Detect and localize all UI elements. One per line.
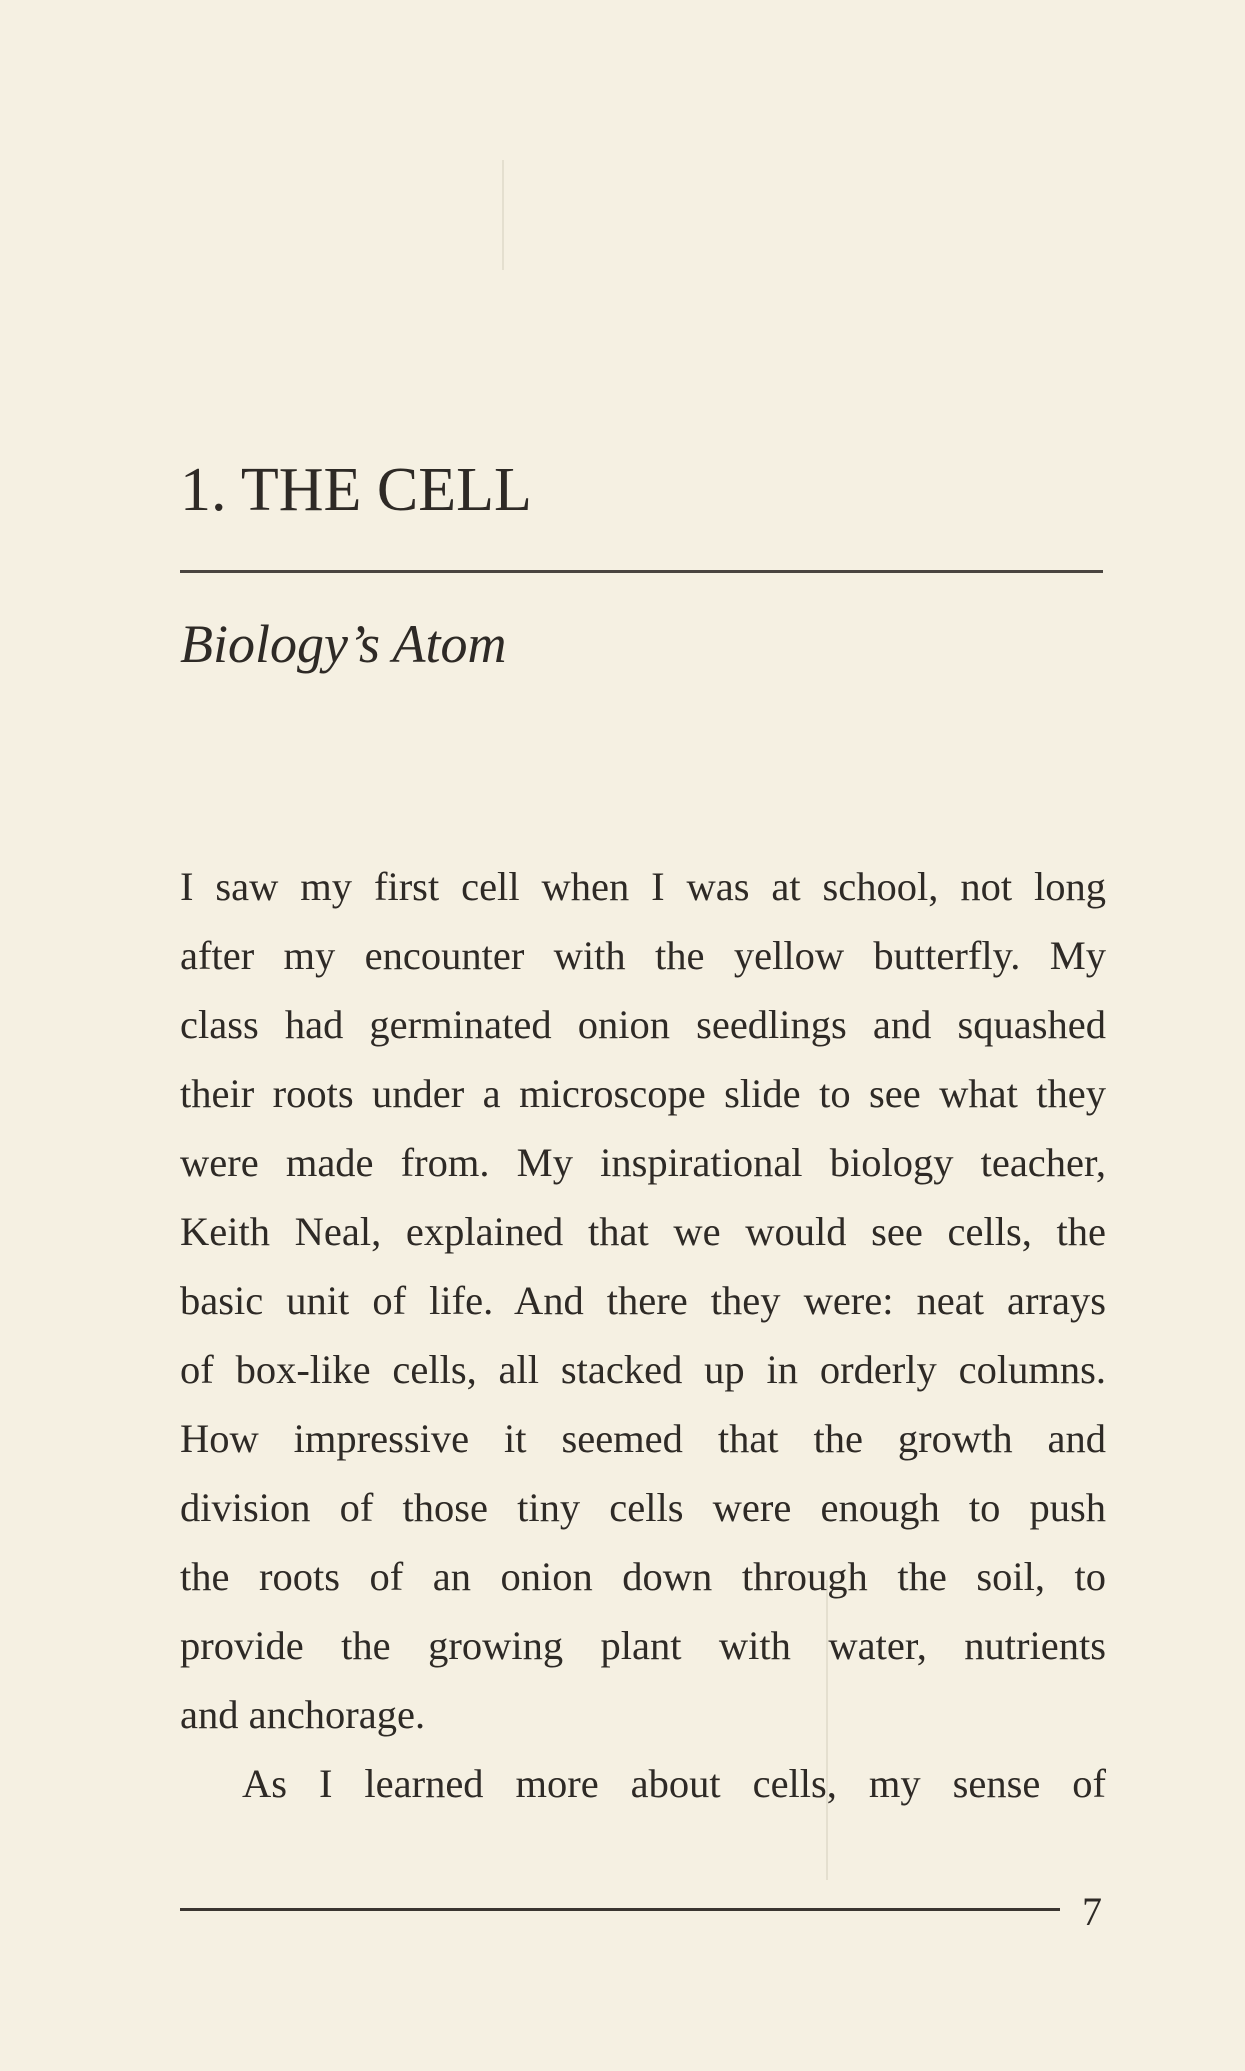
- page-number: 7: [1082, 1889, 1102, 1934]
- text-line: after my encounter with the yellow butterfly. My: [180, 933, 1106, 978]
- chapter-subtitle: Biology’s Atom: [180, 614, 507, 674]
- body-text: [180, 852, 1106, 1818]
- text-line: and anchorage.: [180, 1692, 426, 1737]
- chapter-title: 1. THE CELL: [180, 456, 532, 524]
- text-line: basic unit of life. And there they were: neat arrays: [180, 1278, 1106, 1323]
- text-line: How impressive it seemed that the growth and: [180, 1416, 1106, 1461]
- text-line: class had germinated onion seedlings and squashed: [180, 1002, 1106, 1047]
- footer-rule: [180, 1908, 1060, 1911]
- text-line: the roots of an onion down through the soil, to: [180, 1554, 1106, 1599]
- text-line: were made from. My inspirational biology teacher,: [180, 1140, 1106, 1185]
- title-rule: [180, 570, 1103, 573]
- text-line: division of those tiny cells were enough to push: [180, 1485, 1106, 1530]
- text-line: As I learned more about cells, my sense of: [242, 1761, 1106, 1806]
- text-line: their roots under a microscope slide to see what they: [180, 1071, 1106, 1116]
- text-line: Keith Neal, explained that we would see cells, the: [180, 1209, 1106, 1254]
- text-line: I saw my first cell when I was at school, not long: [180, 864, 1106, 909]
- text-line: provide the growing plant with water, nutrients: [180, 1623, 1106, 1668]
- paper-crease: [502, 160, 504, 270]
- text-line: of box-like cells, all stacked up in orderly columns.: [180, 1347, 1106, 1392]
